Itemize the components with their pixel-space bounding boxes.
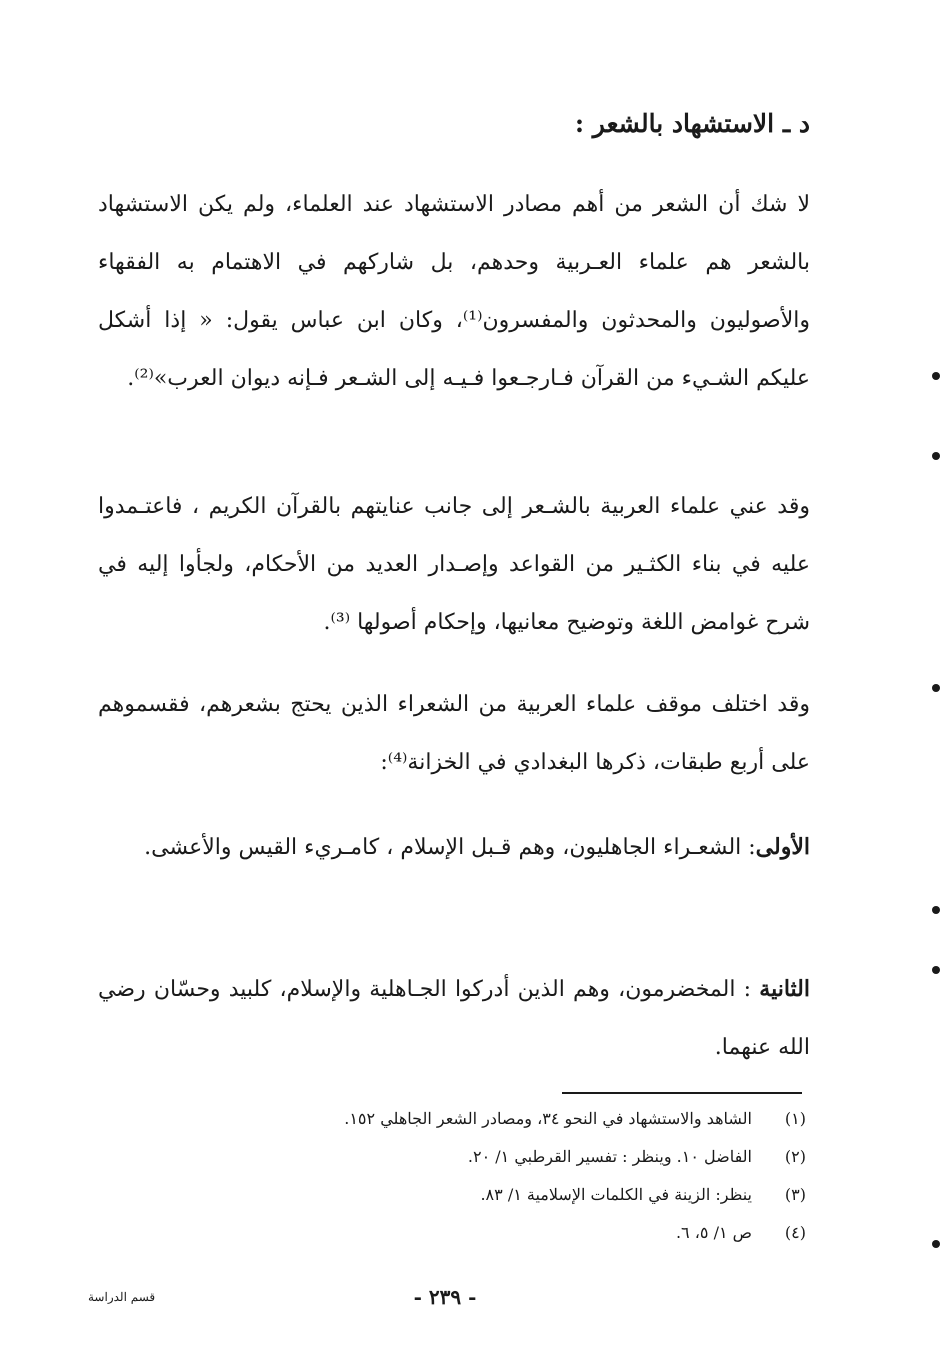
scan-edge-mark <box>932 1240 940 1248</box>
paragraph-first-class <box>98 818 810 877</box>
running-footer: قسم الدراسة <box>88 1290 156 1304</box>
paragraph-2: وقد عني علماء العربية بالشـعر إلى جانب عنايتهم بالقرآن الكريم ، فاعتـمدوا عليه في بناء الكثـير من القواعد وإصـدار العديد من الأحكام، ولجأوا إليه في شرح غوامض اللغة وتوضيح معانيها، وإحكام أصولها ⁽³⁾. <box>98 494 810 635</box>
footnote-number: (٢) <box>784 1147 806 1166</box>
footnote <box>126 1214 806 1252</box>
scan-edge-mark <box>932 372 940 380</box>
footnote-number: (٤) <box>784 1223 806 1242</box>
footnote-text: ينظر: الزينة في الكلمات الإسلامية ١/ ٨٣. <box>480 1185 752 1204</box>
page-number: - ٢٣٩ - <box>413 1285 477 1309</box>
footnote-number: (٣) <box>784 1185 806 1204</box>
scan-edge-mark <box>932 906 940 914</box>
paragraph-second-class <box>98 960 810 1077</box>
footnotes <box>126 1100 806 1252</box>
footnote <box>126 1176 806 1214</box>
paragraph-3: وقد اختلف موقف علماء العربية من الشعراء الذين يحتج بشعرهم، فقسموهم على أربع طبقات، ذكرها البغدادي في الخزانة⁽⁴⁾: <box>98 692 810 775</box>
footnote-text: الفاضل ١٠. وينظر : تفسير القرطبي ١/ ٢٠. <box>467 1147 752 1166</box>
second-class-text: : المخضرمون، وهم الذين أدركوا الجـاهلية والإسلام، كلبيد وحسّان رضي الله عنهما. <box>98 977 810 1060</box>
footnote-text: الشاهد والاستشهاد في النحو ٣٤، ومصادر الشعر الجاهلي ١٥٢. <box>344 1109 752 1128</box>
footnote-text: ص ١/ ٥، ٦. <box>675 1223 752 1242</box>
footnote <box>126 1138 806 1176</box>
footnote-separator <box>562 1092 802 1094</box>
first-class-text: : الشعـراء الجاهليون، وهم قـبل الإسلام ، كامـريء القيس والأعشى. <box>144 835 756 860</box>
paragraph-1: لا شك أن الشعر من أهم مصادر الاستشهاد عند العلماء، ولم يكن الاستشهاد بالشعر هم علماء العـربية وحدهم، بل شاركهم في الاهتمام به الفقهاء والأصوليون والمحدثون والمفسرون⁽¹⁾، وكان ابن عباس يقول: « إذا أشكل عليكم الشـيء من القرآن فـارجـعوا فـيـه إلى الشـعر فـإنه ديوان العرب»⁽²⁾. <box>98 192 810 391</box>
second-class-label: الثانية <box>759 976 810 1002</box>
scan-edge-mark <box>932 684 940 692</box>
footnote <box>126 1100 806 1138</box>
first-class-label: الأولى <box>755 834 810 860</box>
footnote-number: (١) <box>784 1109 806 1128</box>
scan-edge-mark <box>932 966 940 974</box>
section-heading: د ـ الاستشهاد بالشعر : <box>574 109 810 138</box>
scan-edge-mark <box>932 452 940 460</box>
